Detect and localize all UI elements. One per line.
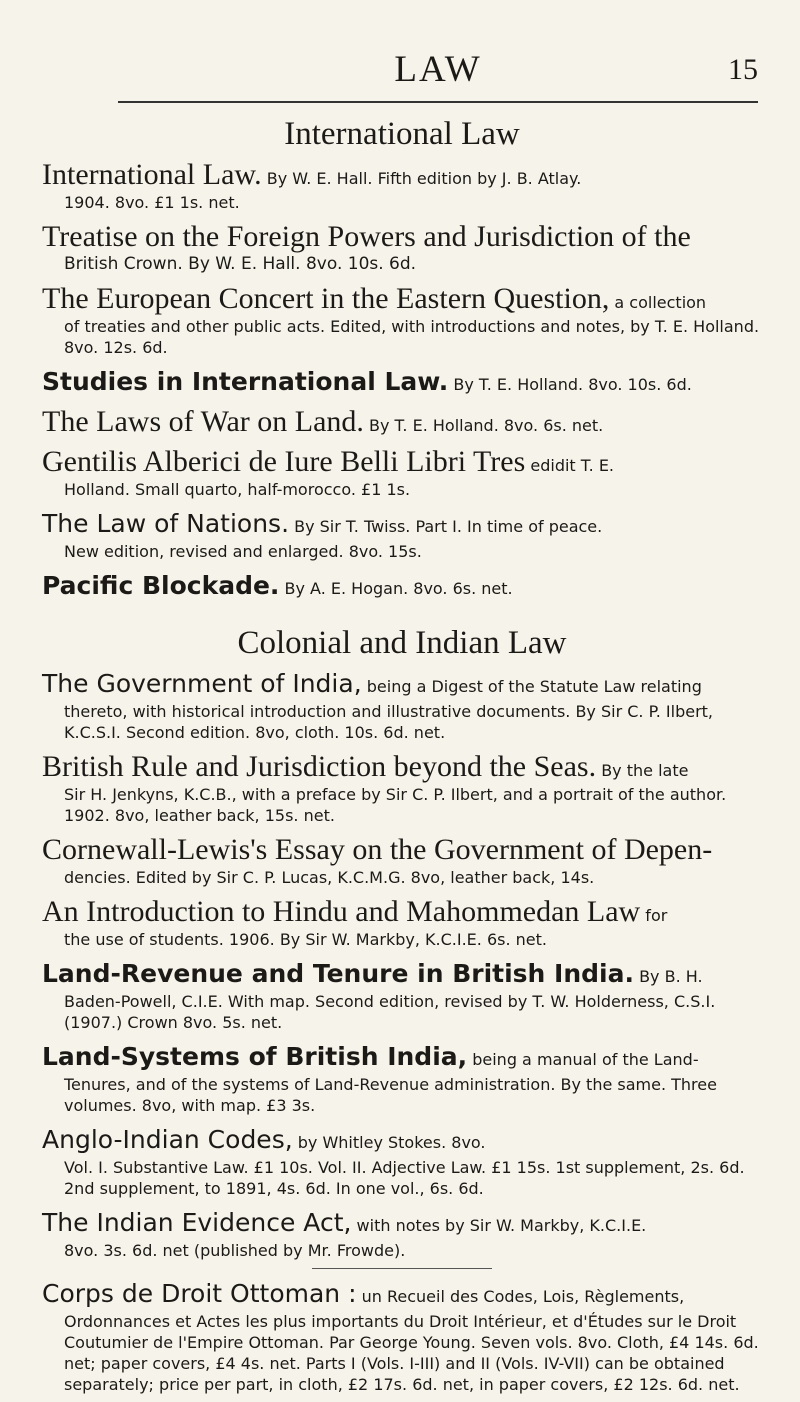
catalogue-entry bbox=[42, 1123, 762, 1199]
entry-lead: un Recueil des Codes, Lois, Règlements, bbox=[356, 1287, 685, 1306]
entry-title: Treatise on the Foreign Powers and Jurisdiction of the bbox=[42, 220, 691, 253]
catalogue-entry bbox=[42, 957, 762, 1033]
catalogue-entry bbox=[42, 507, 762, 562]
catalogue-entry bbox=[42, 667, 762, 743]
entry-title: Anglo-Indian Codes, bbox=[42, 1125, 293, 1154]
entry-lead: By T. E. Holland. 8vo. 6s. net. bbox=[363, 416, 604, 435]
entry-body: Sir H. Jenkyns, K.C.B., with a preface by Sir C. P. Ilbert, and a portrait of the author. 1902. 8vo, leather back, 15s. net. bbox=[64, 785, 727, 825]
entry-body: Tenures, and of the systems of Land-Revenue administration. By the same. Three volumes. 8vo, with map. £3 3s. bbox=[64, 1075, 717, 1115]
header-rule bbox=[118, 101, 758, 103]
section-spacer bbox=[42, 609, 762, 621]
entry-body: Vol. I. Substantive Law. £1 10s. Vol. II. Adjective Law. £1 15s. 1st supplement, 2s. 6d. 2nd supplement, to 1891, 4s. 6d. In one vol., 6s. 6d. bbox=[64, 1158, 745, 1198]
running-title: LAW bbox=[394, 49, 482, 90]
section-divider bbox=[312, 1268, 492, 1269]
entry-title: An Introduction to Hindu and Mahommedan Law bbox=[42, 895, 641, 928]
catalogue-entry bbox=[42, 833, 762, 888]
entry-body: thereto, with historical introduction and illustrative documents. By Sir C. P. Ilbert, K.C.S.I. Second edition. 8vo, cloth. 10s. 6d. net. bbox=[64, 702, 714, 742]
catalogue-entry bbox=[42, 220, 762, 275]
entry-body: New edition, revised and enlarged. 8vo. 15s. bbox=[64, 542, 422, 561]
entry-body: 1904. 8vo. £1 1s. net. bbox=[64, 193, 240, 212]
catalogue-entry bbox=[42, 445, 762, 500]
entry-title: International Law. bbox=[42, 158, 262, 191]
entry-body: of treaties and other public acts. Edited, with introductions and notes, by T. E. Holland. 8vo. 12s. 6d. bbox=[64, 317, 760, 357]
catalogue-entry bbox=[42, 1206, 762, 1261]
entry-lead: being a manual of the Land- bbox=[467, 1050, 699, 1069]
catalogue-entry bbox=[42, 1040, 762, 1116]
entry-lead: By W. E. Hall. Fifth edition by J. B. Atlay. bbox=[261, 169, 582, 188]
entry-lead: with notes by Sir W. Markby, K.C.I.E. bbox=[351, 1216, 647, 1235]
entry-title: The Indian Evidence Act, bbox=[42, 1208, 352, 1237]
entry-lead: for bbox=[640, 906, 668, 925]
entry-body: British Crown. By W. E. Hall. 8vo. 10s. 6d. bbox=[64, 254, 417, 274]
page-number: 15 bbox=[728, 53, 758, 86]
entry-title: Gentilis Alberici de Iure Belli Libri Tres bbox=[42, 445, 526, 478]
entry-lead: By T. E. Holland. 8vo. 10s. 6d. bbox=[448, 375, 692, 394]
entry-title: The Law of Nations. bbox=[42, 509, 290, 538]
catalogue-entry bbox=[42, 405, 762, 438]
entry-lead: By B. H. bbox=[633, 967, 703, 986]
entry-body: Ordonnances et Actes les plus importants du Droit Intérieur, et d'Études sur le Droit Coutumier de l'Empire Ottoman. Par George Young. Seven vols. 8vo. Cloth, £4 14s. 6d. net; paper covers, £4 4s. net. Parts I (Vols. I-III) and II (Vols. IV-VII) can be obtained separately; price per part, in cloth, £2 17s. 6d. net, in paper covers, £2 12s. 6d. net. bbox=[64, 1312, 759, 1394]
entry-lead: being a Digest of the Statute Law relating bbox=[361, 677, 702, 696]
entry-body: 8vo. 3s. 6d. net (published by Mr. Frowde). bbox=[64, 1241, 406, 1260]
catalogue-entry bbox=[42, 750, 762, 826]
catalogue-entry bbox=[42, 895, 762, 950]
section-heading-international-law: International Law bbox=[284, 116, 520, 152]
entry-title: Pacific Blockade. bbox=[42, 571, 280, 600]
entry-body: the use of students. 1906. By Sir W. Markby, K.C.I.E. 6s. net. bbox=[64, 930, 547, 949]
entry-title: British Rule and Jurisdiction beyond the Seas. bbox=[42, 750, 597, 783]
entry-body: Holland. Small quarto, half-morocco. £1 1s. bbox=[64, 480, 411, 499]
entry-title: The Laws of War on Land. bbox=[42, 405, 364, 438]
running-head bbox=[118, 44, 758, 96]
entry-lead: a collection bbox=[609, 293, 707, 312]
catalogue-entry bbox=[42, 1277, 762, 1395]
entry-title: Studies in International Law. bbox=[42, 367, 449, 396]
entry-lead: By Sir T. Twiss. Part I. In time of peace. bbox=[289, 517, 603, 536]
entry-title: The Government of India, bbox=[42, 669, 362, 698]
catalogue-entry bbox=[42, 569, 762, 602]
entry-lead: By A. E. Hogan. 8vo. 6s. net. bbox=[279, 579, 513, 598]
section-heading-colonial-indian-law: Colonial and Indian Law bbox=[237, 625, 567, 661]
entry-lead: by Whitley Stokes. 8vo. bbox=[292, 1133, 486, 1152]
catalogue-entry bbox=[42, 365, 762, 398]
entry-title: Land-Revenue and Tenure in British India. bbox=[42, 959, 634, 988]
entry-title: The European Concert in the Eastern Question, bbox=[42, 282, 610, 315]
entry-title: Land-Systems of British India, bbox=[42, 1042, 468, 1071]
catalogue-content bbox=[42, 112, 762, 1402]
catalogue-entry bbox=[42, 282, 762, 358]
catalogue-entry bbox=[42, 158, 762, 213]
entry-lead: edidit T. E. bbox=[525, 456, 615, 475]
entry-title: Corps de Droit Ottoman : bbox=[42, 1279, 357, 1308]
entry-body: dencies. Edited by Sir C. P. Lucas, K.C.M.G. 8vo, leather back, 14s. bbox=[64, 868, 595, 887]
entry-title: Cornewall-Lewis's Essay on the Government of Depen- bbox=[42, 833, 713, 866]
entry-lead: By the late bbox=[596, 761, 689, 780]
entry-body: Baden-Powell, C.I.E. With map. Second edition, revised by T. W. Holderness, C.S.I. (1907.) Crown 8vo. 5s. net. bbox=[64, 992, 716, 1032]
